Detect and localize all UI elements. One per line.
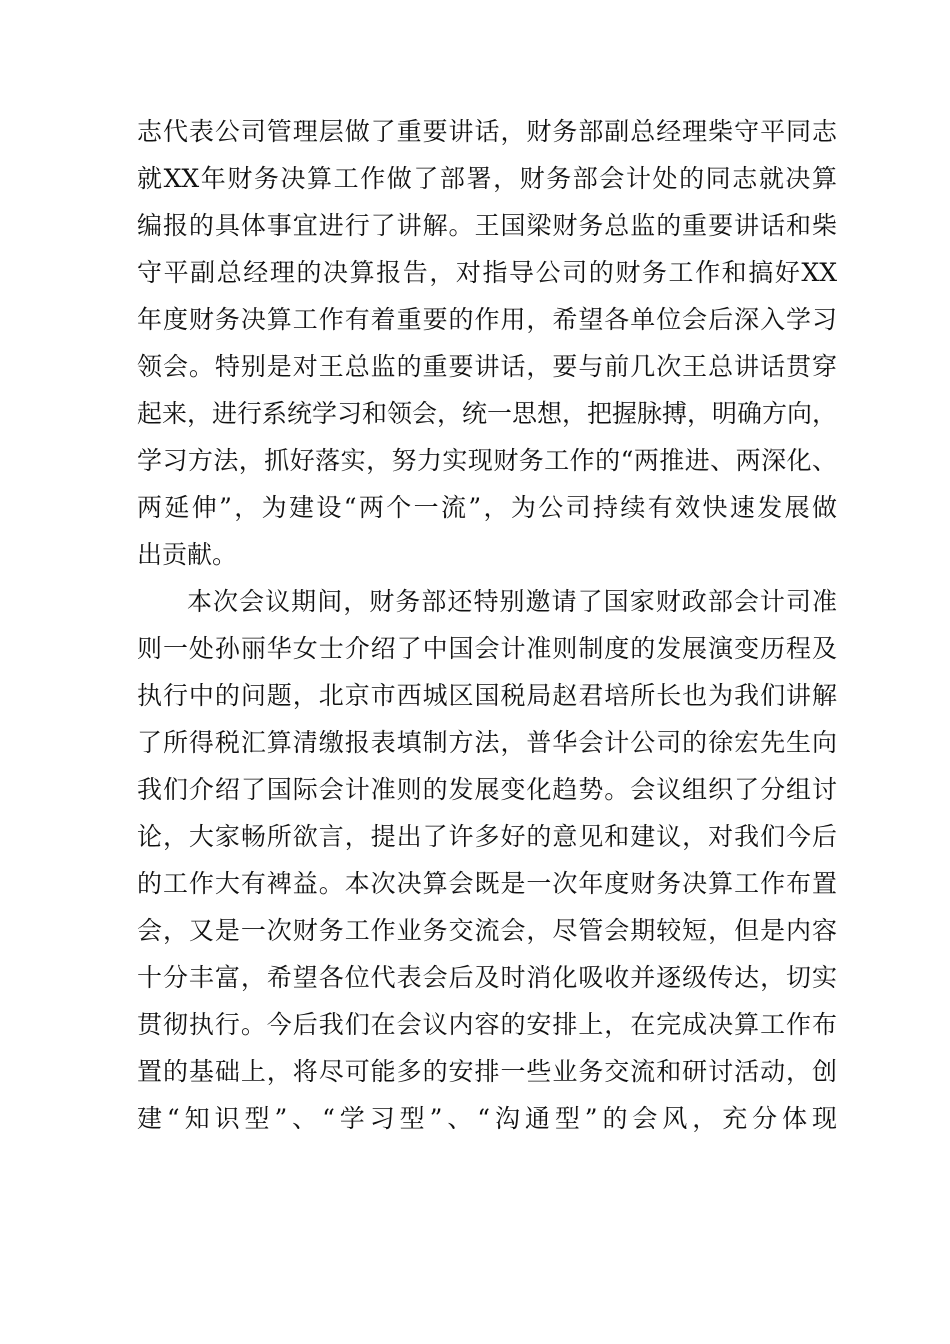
text-line: 建“知识型”、“学习型”、“沟通型”的会风，充分体现 xyxy=(137,1104,837,1133)
text-line: 就XX年财务决算工作做了部署，财务部会计处的同志就决算 xyxy=(137,164,837,193)
text-line: 置的基础上，将尽可能多的安排一些业务交流和研讨活动，创 xyxy=(137,1057,837,1086)
text-line: 守平副总经理的决算报告，对指导公司的财务工作和搞好XX xyxy=(137,258,837,287)
text-line: 十分丰富，希望各位代表会后及时消化吸收并逐级传达，切实 xyxy=(137,963,837,992)
text-line: 编报的具体事宜进行了讲解。王国梁财务总监的重要讲话和柴 xyxy=(137,211,837,240)
text-line: 两延伸”，为建设“两个一流”，为公司持续有效快速发展做 xyxy=(137,493,837,522)
text-line: 论，大家畅所欲言，提出了许多好的意见和建议，对我们今后 xyxy=(137,822,837,851)
text-line: 则一处孙丽华女士介绍了中国会计准则制度的发展演变历程及 xyxy=(137,634,837,663)
text-line: 本次会议期间，财务部还特别邀请了国家财政部会计司准 xyxy=(187,587,837,616)
text-line: 贯彻执行。今后我们在会议内容的安排上，在完成决算工作布 xyxy=(137,1010,837,1039)
text-line: 我们介绍了国际会计准则的发展变化趋势。会议组织了分组讨 xyxy=(137,775,837,804)
text-line: 学习方法，抓好落实，努力实现财务工作的“两推进、两深化、 xyxy=(137,446,837,475)
text-line: 领会。特别是对王总监的重要讲话，要与前几次王总讲话贯穿 xyxy=(137,352,837,381)
text-line: 年度财务决算工作有着重要的作用，希望各单位会后深入学习 xyxy=(137,305,837,334)
text-line: 出贡献。 xyxy=(137,540,238,569)
text-line: 志代表公司管理层做了重要讲话，财务部副总经理柴守平同志 xyxy=(137,117,837,146)
text-line: 起来，进行系统学习和领会，统一思想，把握脉搏，明确方向， xyxy=(137,399,838,428)
body-text xyxy=(137,108,837,1142)
text-line: 了所得税汇算清缴报表填制方法，普华会计公司的徐宏先生向 xyxy=(137,728,837,757)
text-line: 的工作大有裨益。本次决算会既是一次年度财务决算工作布置 xyxy=(137,869,837,898)
text-line: 会，又是一次财务工作业务交流会，尽管会期较短，但是内容 xyxy=(137,916,837,945)
text-line: 执行中的问题，北京市西城区国税局赵君培所长也为我们讲解 xyxy=(137,681,837,710)
